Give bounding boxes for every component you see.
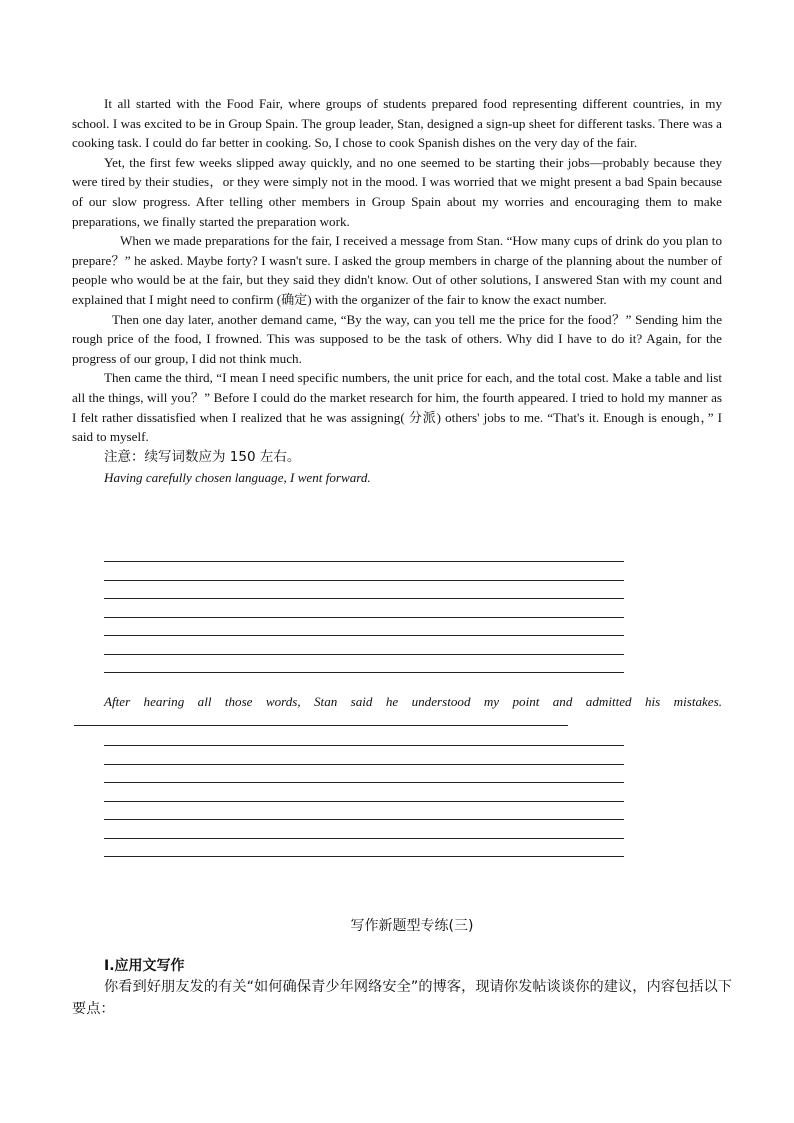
continuation-prompt-2 <box>72 692 722 731</box>
writing-lines-1[interactable] <box>72 561 624 691</box>
prompt-2-end: mistakes. <box>673 694 722 709</box>
continuation-prompt-1: Having carefully chosen language, I went forward. <box>104 469 371 485</box>
passage-paragraph-3: When we made preparations for the fair, I received a message from Stan. “How many cups of drink do you plan to prepare？” he asked. Maybe forty? I wasn't sure. I asked the group members in charge of the planning about the number of people who would be at the fair, but they said they didn't know. Out of other solutions, I answered Stan with my count and explained that I might need to confirm (确定) with the organizer of the fair to know the exact number. <box>72 233 722 307</box>
story-passage <box>72 94 722 487</box>
writing-line[interactable] <box>104 598 624 599</box>
writing-line[interactable] <box>104 561 624 562</box>
writing-line[interactable] <box>104 782 624 783</box>
word-count-note: 注意：续写词数应为 150 左右。 <box>104 448 301 465</box>
writing-line[interactable] <box>104 617 624 618</box>
section-title: 写作新题型专练(三) <box>350 918 474 934</box>
task-instruction: 你看到好朋友发的有关“如何确保青少年网络安全”的博客，现请你发帖谈谈你的建议，内容包括以下要点： <box>72 979 732 1017</box>
passage-paragraph-2: Yet, the first few weeks slipped away quickly, and no one seemed to be starting their jobs—probably because they were tired by their studies，or they were simply not in the mood. I was worried that we might present a bad Spain because of our slow progress. After telling other members in Group Spain about my worries and encouraging them to make preparations, we finally started the preparation work. <box>72 154 722 229</box>
writing-line[interactable] <box>104 635 624 636</box>
writing-line[interactable] <box>104 580 624 581</box>
passage-paragraph-1: It all started with the Food Fair, where groups of students prepared food representing different countries, in my school. I was excited to be in Group Spain. The group leader, Stan, designed a sign-up sheet for different tasks. There was a cooking task. I could do far better in cooking. So, I chose to cook Spanish dishes on the very day of the fair. <box>72 96 722 151</box>
writing-line[interactable] <box>104 819 624 820</box>
writing-line[interactable] <box>104 745 624 746</box>
passage-paragraph-4: Then one day later, another demand came, “By the way, can you tell me the price for the food？” Sending him the rough price of the food, I frowned. This was supposed to be the task of others. Why did I have to do it? Again, for the progress of our group, I did not think much. <box>72 311 722 366</box>
writing-line[interactable] <box>104 764 624 765</box>
sub-heading: Ⅰ.应用文写作 <box>104 958 185 974</box>
writing-line[interactable] <box>104 801 624 802</box>
passage-paragraph-5: Then came the third, “I mean I need specific numbers, the unit price for each, and the total cost. Make a table and list all the things, will you？” Before I could do the market research for him, the fourth appeared. I tried to hold my manner as I felt rather dissatisfied when I realized that he was assigning( 分派) others' jobs to me. “That's it. Enough is enough，” I said to myself. <box>72 370 722 445</box>
writing-line[interactable] <box>104 838 624 839</box>
writing-lines-2[interactable] <box>72 745 624 875</box>
writing-line[interactable] <box>104 856 624 857</box>
writing-line[interactable] <box>74 725 568 726</box>
writing-line[interactable] <box>104 654 624 655</box>
writing-line[interactable] <box>104 672 624 673</box>
prompt-2-text: After hearing all those words, Stan said he understood my point and admitted his <box>104 694 661 709</box>
